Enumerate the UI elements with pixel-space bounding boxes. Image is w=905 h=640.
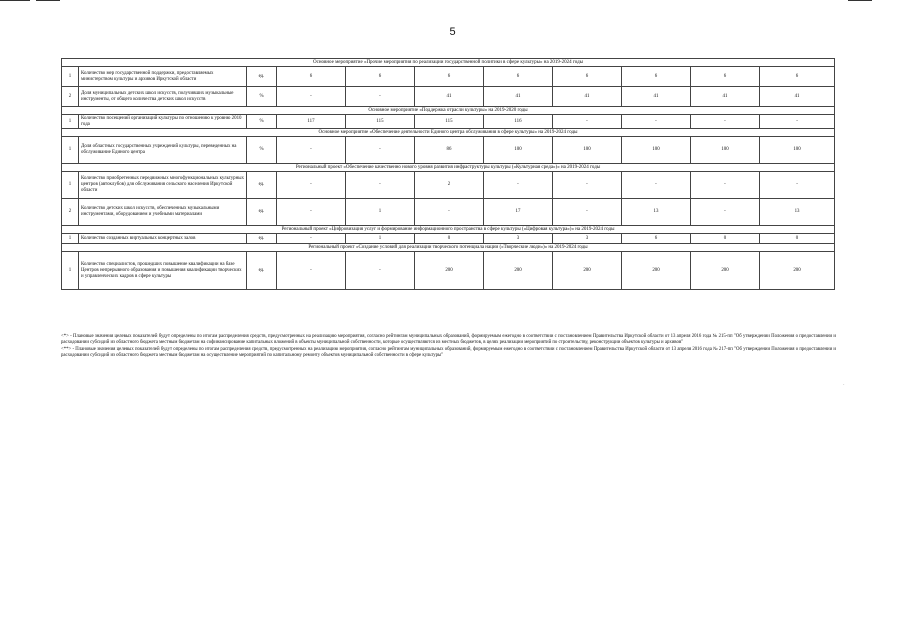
- table-row: [62, 172, 835, 199]
- indicator-name: Доля областных государственных учреждений культуры, переведенных на обслуживание Единого центра: [79, 137, 247, 164]
- section-header-row: [62, 164, 835, 172]
- value-cell: -: [277, 234, 346, 244]
- value-cell: -: [346, 137, 415, 164]
- section-title: Основное мероприятие «Прочие мероприятия по реализации государственной политики в сфере культуры» на 2019-2024 годы: [62, 59, 835, 67]
- section-header-row: [62, 107, 835, 115]
- value-cell: -: [346, 172, 415, 199]
- value-cell: 6: [277, 67, 346, 87]
- section-title: Основное мероприятие «Поддержка отрасли культуры» на 2019-2020 годы: [62, 107, 835, 115]
- indicator-name: Количество специалистов, прошедших повышение квалификации на базе Центров непрерывного образования и повышения квалификации творческих и управленческих кадров в сфере культуры: [79, 252, 247, 290]
- indicator-name: Количество детских школ искусств, обеспеченных музыкальными инструментами, оборудованием и учебными материалами: [79, 199, 247, 226]
- value-cell: -: [277, 172, 346, 199]
- table-row: [62, 234, 835, 244]
- section-title: Региональный проект «Создание условий для реализации творческого потенциала нации («Творческие люди»)» на 2019-2024 годы: [62, 244, 835, 252]
- unit-of-measure: ед.: [247, 234, 277, 244]
- table-row: [62, 252, 835, 290]
- value-cell: 200: [553, 252, 622, 290]
- top-edge-line-center: [36, 0, 60, 1]
- unit-of-measure: ед.: [247, 252, 277, 290]
- unit-of-measure: %: [247, 137, 277, 164]
- value-cell: 1: [346, 234, 415, 244]
- table-row: [62, 115, 835, 129]
- value-cell: 3: [553, 234, 622, 244]
- value-cell: -: [691, 115, 760, 129]
- value-cell: -: [277, 252, 346, 290]
- value-cell: -: [622, 172, 691, 199]
- value-cell: 13: [760, 199, 835, 226]
- table-row: [62, 137, 835, 164]
- value-cell: 41: [622, 87, 691, 107]
- indicator-name: Доля муниципальных детских школ искусств, получивших музыкальные инструменты, от общего количества детских школ искусств: [79, 87, 247, 107]
- value-cell: 200: [760, 252, 835, 290]
- value-cell: -: [484, 172, 553, 199]
- value-cell: 116: [484, 115, 553, 129]
- value-cell: 6: [346, 67, 415, 87]
- footnote-1: <*> - Плановые значения целевых показателей будут определены по итогам распределения средств, предусмотренных на реализацию мероприятия, согласно рейтингам муниципальных образований, формируемым ежегодно в соответствии с постановлением Правительства Иркутской области от 13 апреля 2016 года № 215-пп "Об утверждении Положения о предоставлении и расходовании субсидий из областного бюджета местным бюджетам на софинансирование капитальных вложений в объекты муниципальной собственности, которые осуществляются из местных бюджетов, в целях реализации мероприятий по строительству, реконструкции объектов культуры и архивов": [61, 334, 836, 346]
- value-cell: 1: [346, 199, 415, 226]
- section-header-row: [62, 59, 835, 67]
- indicator-name: Количество созданных виртуальных концертных залов: [79, 234, 247, 244]
- value-cell: -: [346, 87, 415, 107]
- value-cell: 17: [484, 199, 553, 226]
- value-cell: 86: [415, 137, 484, 164]
- value-cell: 100: [622, 137, 691, 164]
- unit-of-measure: %: [247, 87, 277, 107]
- value-cell: 200: [415, 252, 484, 290]
- value-cell: 41: [553, 87, 622, 107]
- value-cell: -: [277, 199, 346, 226]
- section-header-row: [62, 244, 835, 252]
- scan-speck: ·: [843, 383, 845, 388]
- table-row: [62, 67, 835, 87]
- value-cell: 0: [760, 234, 835, 244]
- section-title: Региональный проект «Обеспечение качественно нового уровня развития инфраструктуры культуры («Культурная среда»)» на 2019-2024 годы: [62, 164, 835, 172]
- value-cell: 3: [484, 234, 553, 244]
- value-cell: 100: [691, 137, 760, 164]
- page-number: 5: [449, 26, 456, 38]
- value-cell: -: [346, 252, 415, 290]
- value-cell: -: [415, 199, 484, 226]
- value-cell: 100: [760, 137, 835, 164]
- value-cell: 6: [691, 67, 760, 87]
- value-cell: 200: [691, 252, 760, 290]
- value-cell: -: [691, 172, 760, 199]
- value-cell: 41: [760, 87, 835, 107]
- value-cell: 100: [553, 137, 622, 164]
- value-cell: -: [691, 199, 760, 226]
- table-row: [62, 199, 835, 226]
- unit-of-measure: %: [247, 115, 277, 129]
- row-number: 1: [62, 172, 79, 199]
- row-number: 2: [62, 199, 79, 226]
- value-cell: -: [277, 137, 346, 164]
- top-edge-line-right: [848, 0, 872, 1]
- footnotes: [61, 334, 836, 360]
- value-cell: 0: [691, 234, 760, 244]
- row-number: 2: [62, 87, 79, 107]
- value-cell: 41: [691, 87, 760, 107]
- value-cell: -: [760, 172, 835, 199]
- section-header-row: [62, 226, 835, 234]
- row-number: 1: [62, 115, 79, 129]
- value-cell: 6: [484, 67, 553, 87]
- section-header-row: [62, 129, 835, 137]
- table-row: [62, 87, 835, 107]
- value-cell: -: [553, 172, 622, 199]
- value-cell: 200: [484, 252, 553, 290]
- value-cell: 100: [484, 137, 553, 164]
- indicator-name: Количество приобретенных передвижных многофункциональных культурных центров (автоклубов) для обслуживания сельского населения Иркутской области: [79, 172, 247, 199]
- value-cell: -: [760, 115, 835, 129]
- unit-of-measure: ед.: [247, 67, 277, 87]
- row-number: 1: [62, 252, 79, 290]
- value-cell: 6: [622, 234, 691, 244]
- row-number: 1: [62, 234, 79, 244]
- top-edge-line-left: [0, 0, 30, 1]
- value-cell: 115: [346, 115, 415, 129]
- value-cell: 6: [415, 67, 484, 87]
- value-cell: 2: [415, 172, 484, 199]
- value-cell: 13: [622, 199, 691, 226]
- value-cell: 117: [277, 115, 346, 129]
- value-cell: -: [277, 87, 346, 107]
- row-number: 1: [62, 137, 79, 164]
- value-cell: 200: [622, 252, 691, 290]
- unit-of-measure: ед.: [247, 172, 277, 199]
- row-number: 1: [62, 67, 79, 87]
- value-cell: -: [553, 115, 622, 129]
- value-cell: 41: [415, 87, 484, 107]
- section-title: Основное мероприятие «Обеспечение деятельности Единого центра обслуживания в сфере культуры» на 2019-2024 годы: [62, 129, 835, 137]
- unit-of-measure: ед.: [247, 199, 277, 226]
- value-cell: -: [622, 115, 691, 129]
- value-cell: -: [553, 199, 622, 226]
- value-cell: 41: [484, 87, 553, 107]
- value-cell: 0: [415, 234, 484, 244]
- value-cell: 6: [553, 67, 622, 87]
- indicators-table: [61, 58, 835, 290]
- footnote-2: <**> - Плановые значения целевых показателей будут определены по итогам распределения средств, предусмотренных на реализацию мероприятия, согласно рейтингам муниципальных образований, формируемым ежегодно в соответствии с постановлением Правительства Иркутской области от 13 апреля 2016 года № 217-пп "Об утверждении Положения о предоставлении и расходовании субсидий из областного бюджета местным бюджетам на осуществление мероприятий по капитальному ремонту объектов муниципальной собственности в сфере культуры": [61, 346, 836, 359]
- section-title: Региональный проект «Цифровизация услуг и формирование информационного пространства в сфере культуры («Цифровая культура»)» на 2019-2024 годы: [62, 226, 835, 234]
- indicator-name: Количество мер государственной поддержки, предоставляемых министерством культуры и архивов Иркутской области: [79, 67, 247, 87]
- value-cell: 6: [760, 67, 835, 87]
- indicator-name: Количество посещений организаций культуры по отношению к уровню 2010 года: [79, 115, 247, 129]
- value-cell: 115: [415, 115, 484, 129]
- value-cell: 6: [622, 67, 691, 87]
